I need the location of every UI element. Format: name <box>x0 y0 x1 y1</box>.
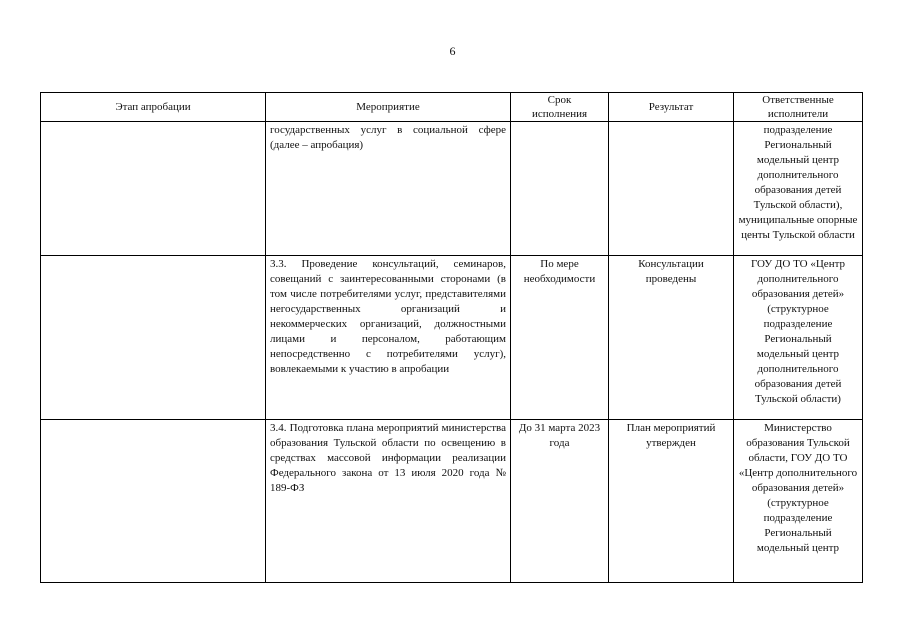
cell-deadline: До 31 марта 2023 года <box>511 420 609 583</box>
cell-responsible: ГОУ ДО ТО «Центр дополнительного образования детей» (структурное подразделение Региональный модельный центр дополнительного образования детей Тульской области) <box>734 256 863 420</box>
header-responsible-line1: Ответственные <box>762 94 834 106</box>
approbation-plan-table <box>40 92 863 583</box>
cell-event: 3.4. Подготовка плана мероприятий министерства образования Тульской области по освещению в средствах массовой информации реализации Федерального закона от 13 июля 2020 года № 189-ФЗ <box>266 420 511 583</box>
cell-responsible: Министерство образования Тульской области, ГОУ ДО ТО «Центр дополнительного образования детей» (структурное подразделение Региональный модельный центр <box>734 420 863 583</box>
cell-deadline: По мере необходимости <box>511 256 609 420</box>
header-responsible-line2: исполнители <box>767 108 829 120</box>
table-row <box>41 420 863 583</box>
table-header-row <box>41 93 863 122</box>
header-deadline-line2: исполнения <box>531 108 588 120</box>
table-row <box>41 122 863 256</box>
cell-deadline <box>511 122 609 256</box>
header-deadline-line1: Срок <box>547 94 572 106</box>
header-stage: Этап апробации <box>41 93 266 122</box>
header-event: Мероприятие <box>266 93 511 122</box>
header-responsible <box>734 93 863 122</box>
header-deadline <box>511 93 609 122</box>
table-row <box>41 256 863 420</box>
cell-result: План мероприятий утвержден <box>609 420 734 583</box>
cell-responsible: подразделение Региональный модельный центр дополнительного образования детей Тульской области), муниципальные опорные центы Тульской области <box>734 122 863 256</box>
cell-event: 3.3. Проведение консультаций, семинаров, совещаний с заинтересованными сторонами (в том числе потребителями услуг, представителями негосударственных организаций и некоммерческих организаций, должностными лицами и персоналом, работающим непосредственно с потребителями услуг), вовлекаемыми к участию в апробации <box>266 256 511 420</box>
cell-event: государственных услуг в социальной сфере (далее – апробация) <box>266 122 511 256</box>
header-result: Результат <box>609 93 734 122</box>
cell-stage <box>41 420 266 583</box>
cell-stage <box>41 256 266 420</box>
cell-result: Консультации проведены <box>609 256 734 420</box>
page-number: 6 <box>449 44 456 58</box>
cell-stage <box>41 122 266 256</box>
cell-result <box>609 122 734 256</box>
